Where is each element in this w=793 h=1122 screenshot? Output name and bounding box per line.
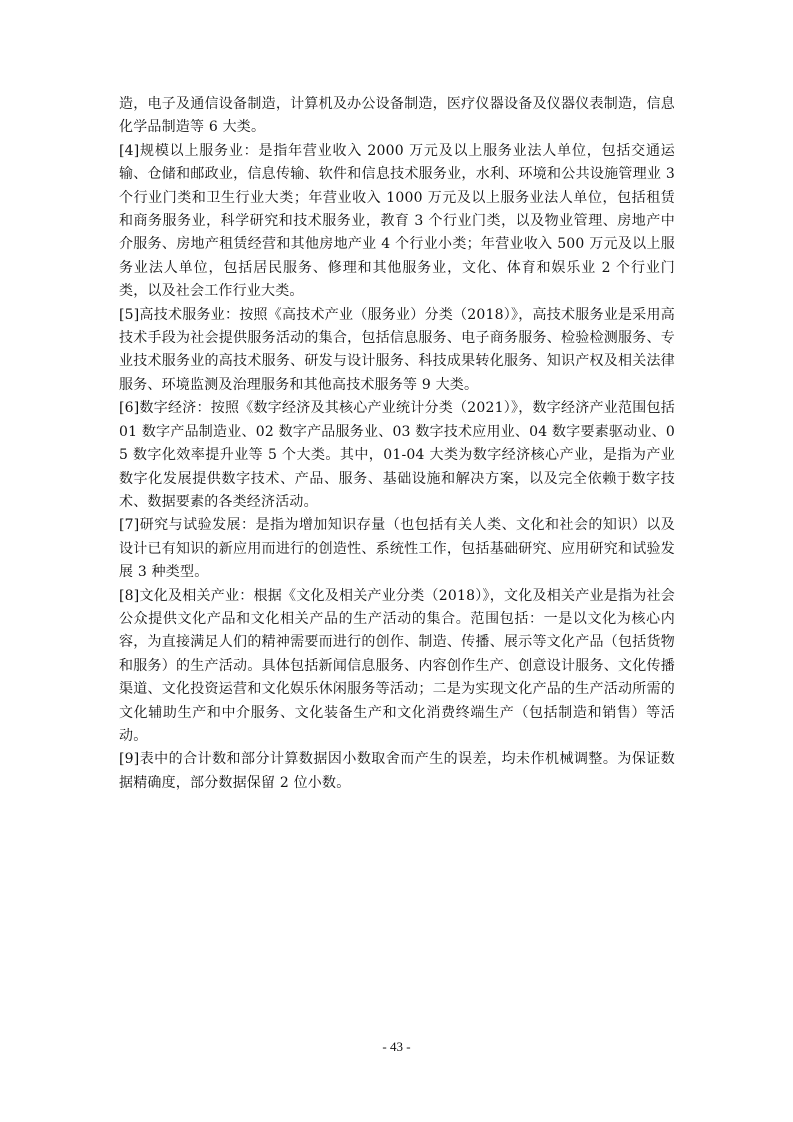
page-number: - 43 - [382, 1039, 411, 1054]
notes-body [119, 93, 675, 795]
note-4-paragraph: [4]规模以上服务业：是指年营业收入 2000 万元及以上服务业法人单位，包括交通运输、仓储和邮政业，信息传输、软件和信息技术服务业，水利、环境和公共设施管理业 3 个行业门类和卫生行业大类；年营业收入 1000 万元及以上服务业法人单位，包括租赁和商务服务业，科学研究和技术服务业，教育 3 个行业门类，以及物业管理、房地产中介服务、房地产租赁经营和其他房地产业 4 个行业小类；年营业收入 500 万元及以上服务业法人单位，包括居民服务、修理和其他服务业，文化、体育和娱乐业 2 个行业门类，以及社会工作行业大类。 [119, 142, 675, 300]
note-8-paragraph: [8]文化及相关产业：根据《文化及相关产业分类（2018）》，文化及相关产业是指为社会公众提供文化产品和文化相关产品的生产活动的集合。范围包括：一是以文化为核心内容，为直接满足人们的精神需要而进行的创作、制造、传播、展示等文化产品（包括货物和服务）的生产活动。具体包括新闻信息服务、内容创作生产、创意设计服务、文化传播渠道、文化投资运营和文化娱乐休闲服务等活动；二是为实现文化产品的生产活动所需的文化辅助生产和中介服务、文化装备生产和文化消费终端生产（包括制造和销售）等活动。 [119, 587, 675, 744]
note-6-paragraph: [6]数字经济：按照《数字经济及其核心产业统计分类（2021）》，数字经济产业范围包括 01 数字产品制造业、02 数字产品服务业、03 数字技术应用业、04 数字要素驱动业、05 数字化效率提升业等 5 个大类。其中，01-04 大类为数字经济核心产业，是指为产业数字化发展提供数字技术、产品、服务、基础设施和解决方案，以及完全依赖于数字技术、数据要素的各类经济活动。 [119, 400, 675, 510]
note-7-paragraph: [7]研究与试验发展：是指为增加知识存量（也包括有关人类、文化和社会的知识）以及设计已有知识的新应用而进行的创造性、系统性工作，包括基础研究、应用研究和试验发展 3 种类型。 [119, 517, 675, 581]
note-continuation-paragraph: 造，电子及通信设备制造，计算机及办公设备制造，医疗仪器设备及仪器仪表制造，信息化学品制造等 6 大类。 [119, 96, 675, 136]
note-5-paragraph: [5]高技术服务业：按照《高技术产业（服务业）分类（2018）》，高技术服务业是采用高技术手段为社会提供服务活动的集合，包括信息服务、电子商务服务、检验检测服务、专业技术服务业的高技术服务、研发与设计服务、科技成果转化服务、知识产权及相关法律服务、环境监测及治理服务和其他高技术服务等 9 大类。 [119, 306, 675, 393]
note-9-paragraph: [9]表中的合计数和部分计算数据因小数取舍而产生的误差，均未作机械调整。为保证数据精确度，部分数据保留 2 位小数。 [119, 751, 675, 791]
